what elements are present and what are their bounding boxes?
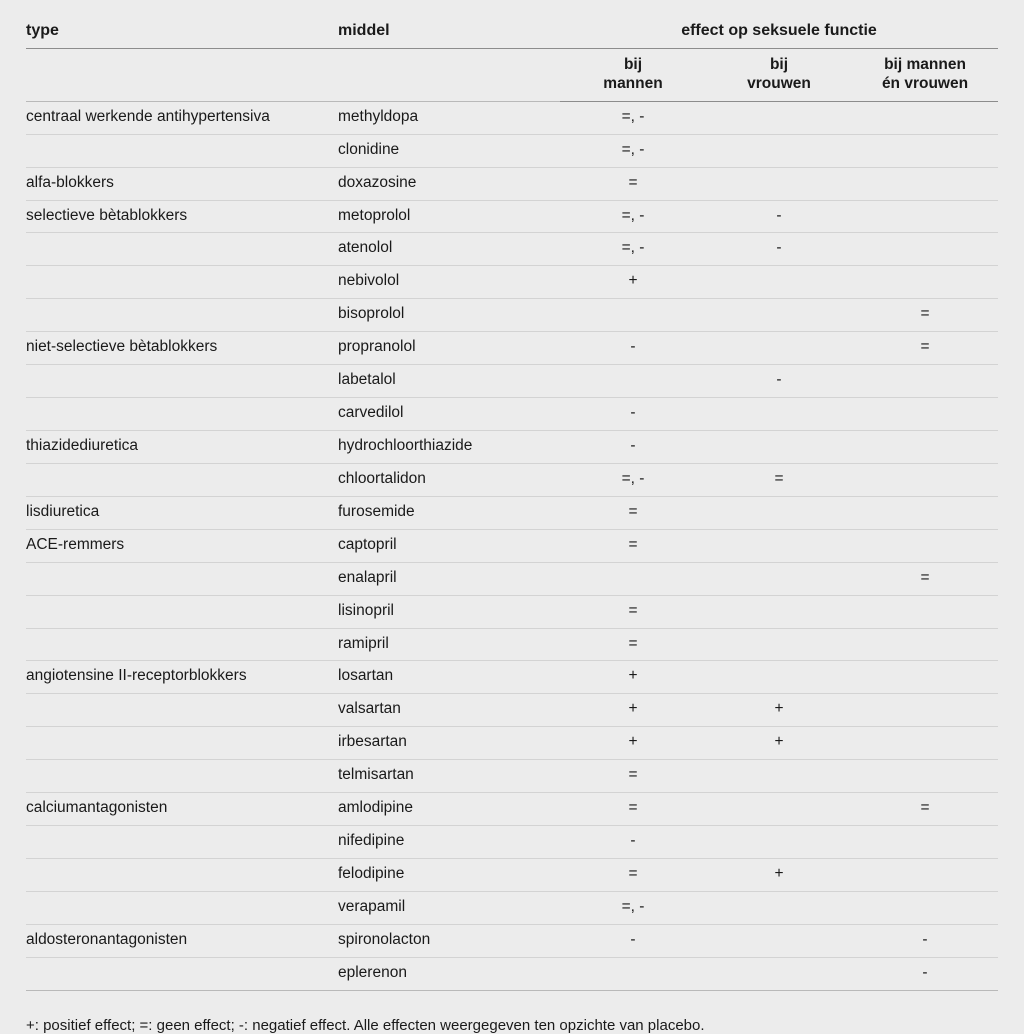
table-row xyxy=(26,924,998,957)
cell-type xyxy=(26,365,338,398)
cell-bij-mannen: =, - xyxy=(560,101,706,134)
cell-middel: atenolol xyxy=(338,233,560,266)
cell-bij-mannen-en-vrouwen xyxy=(852,628,998,661)
table-row xyxy=(26,233,998,266)
cell-type xyxy=(26,694,338,727)
cell-type: ACE-remmers xyxy=(26,529,338,562)
cell-type xyxy=(26,299,338,332)
cell-middel: verapamil xyxy=(338,891,560,924)
cell-bij-mannen: =, - xyxy=(560,463,706,496)
cell-bij-vrouwen xyxy=(706,957,852,990)
cell-bij-mannen-en-vrouwen xyxy=(852,463,998,496)
cell-bij-vrouwen: + xyxy=(706,727,852,760)
cell-middel: furosemide xyxy=(338,496,560,529)
cell-middel: captopril xyxy=(338,529,560,562)
cell-middel: propranolol xyxy=(338,332,560,365)
cell-type xyxy=(26,858,338,891)
cell-bij-mannen-en-vrouwen xyxy=(852,266,998,299)
cell-type xyxy=(26,760,338,793)
cell-middel: lisinopril xyxy=(338,595,560,628)
cell-bij-mannen-en-vrouwen xyxy=(852,727,998,760)
cell-bij-mannen: + xyxy=(560,266,706,299)
cell-bij-vrouwen xyxy=(706,266,852,299)
cell-type xyxy=(26,826,338,859)
cell-bij-mannen: = xyxy=(560,628,706,661)
column-subheader-blank-type xyxy=(26,49,338,102)
cell-type: thiazidediuretica xyxy=(26,430,338,463)
cell-middel: hydrochloorthiazide xyxy=(338,430,560,463)
header-line-2: vrouwen xyxy=(747,75,811,93)
cell-bij-mannen: = xyxy=(560,760,706,793)
cell-bij-vrouwen: - xyxy=(706,200,852,233)
cell-middel: carvedilol xyxy=(338,398,560,431)
table-row xyxy=(26,694,998,727)
cell-bij-vrouwen xyxy=(706,101,852,134)
cell-middel: irbesartan xyxy=(338,727,560,760)
cell-bij-mannen-en-vrouwen: = xyxy=(852,562,998,595)
cell-bij-mannen: = xyxy=(560,496,706,529)
cell-bij-vrouwen xyxy=(706,628,852,661)
cell-type: selectieve bètablokkers xyxy=(26,200,338,233)
table-header-row-top xyxy=(26,22,998,49)
header-line-1: bij xyxy=(769,56,789,73)
table-body xyxy=(26,101,998,990)
cell-bij-mannen-en-vrouwen xyxy=(852,398,998,431)
column-header-effect-group: effect op seksuele functie xyxy=(560,22,998,49)
cell-bij-mannen: =, - xyxy=(560,134,706,167)
cell-type xyxy=(26,398,338,431)
cell-type xyxy=(26,134,338,167)
cell-bij-mannen-en-vrouwen xyxy=(852,858,998,891)
cell-bij-mannen: - xyxy=(560,430,706,463)
cell-type xyxy=(26,595,338,628)
cell-type xyxy=(26,891,338,924)
cell-bij-mannen: - xyxy=(560,398,706,431)
cell-middel: nifedipine xyxy=(338,826,560,859)
cell-bij-mannen: = xyxy=(560,793,706,826)
cell-middel: clonidine xyxy=(338,134,560,167)
cell-type: lisdiuretica xyxy=(26,496,338,529)
cell-bij-mannen: =, - xyxy=(560,233,706,266)
table-row xyxy=(26,398,998,431)
cell-bij-vrouwen xyxy=(706,496,852,529)
cell-bij-mannen xyxy=(560,365,706,398)
table-row xyxy=(26,562,998,595)
cell-middel: nebivolol xyxy=(338,266,560,299)
table-row xyxy=(26,529,998,562)
cell-middel: felodipine xyxy=(338,858,560,891)
column-header-bij-vrouwen xyxy=(706,49,852,102)
cell-middel: ramipril xyxy=(338,628,560,661)
cell-bij-mannen-en-vrouwen xyxy=(852,430,998,463)
cell-bij-mannen-en-vrouwen xyxy=(852,760,998,793)
cell-middel: spironolacton xyxy=(338,924,560,957)
cell-middel: doxazosine xyxy=(338,167,560,200)
cell-bij-mannen-en-vrouwen xyxy=(852,694,998,727)
cell-type xyxy=(26,233,338,266)
table-head xyxy=(26,22,998,101)
table-row xyxy=(26,167,998,200)
cell-bij-mannen: - xyxy=(560,826,706,859)
table-footnote: +: positief effect; =: geen effect; -: negatief effect. Alle effecten weergegeven ten opzichte van placebo. xyxy=(26,1016,705,1034)
column-header-bij-mannen-en-vrouwen xyxy=(852,49,998,102)
cell-type: centraal werkende antihypertensiva xyxy=(26,101,338,134)
cell-bij-mannen-en-vrouwen xyxy=(852,365,998,398)
cell-bij-vrouwen xyxy=(706,595,852,628)
cell-bij-mannen: + xyxy=(560,694,706,727)
cell-bij-mannen: = xyxy=(560,595,706,628)
cell-middel: enalapril xyxy=(338,562,560,595)
cell-bij-mannen: =, - xyxy=(560,200,706,233)
cell-bij-mannen-en-vrouwen: = xyxy=(852,299,998,332)
cell-bij-mannen: - xyxy=(560,332,706,365)
cell-middel: telmisartan xyxy=(338,760,560,793)
cell-middel: amlodipine xyxy=(338,793,560,826)
cell-bij-vrouwen xyxy=(706,661,852,694)
cell-bij-vrouwen xyxy=(706,891,852,924)
column-header-middel: middel xyxy=(338,22,560,49)
cell-bij-mannen-en-vrouwen xyxy=(852,891,998,924)
cell-bij-mannen-en-vrouwen xyxy=(852,529,998,562)
table-row xyxy=(26,365,998,398)
table-row xyxy=(26,793,998,826)
cell-bij-vrouwen xyxy=(706,529,852,562)
cell-bij-mannen: = xyxy=(560,529,706,562)
cell-bij-mannen-en-vrouwen: - xyxy=(852,957,998,990)
table-row xyxy=(26,891,998,924)
table-row xyxy=(26,134,998,167)
header-line-2: mannen xyxy=(603,75,663,93)
cell-bij-mannen-en-vrouwen xyxy=(852,826,998,859)
cell-bij-vrouwen xyxy=(706,332,852,365)
cell-bij-mannen: - xyxy=(560,924,706,957)
cell-bij-mannen-en-vrouwen xyxy=(852,134,998,167)
header-line-2: én vrouwen xyxy=(881,75,969,93)
table-row xyxy=(26,101,998,134)
cell-bij-vrouwen: + xyxy=(706,694,852,727)
cell-bij-vrouwen xyxy=(706,924,852,957)
cell-bij-mannen-en-vrouwen xyxy=(852,496,998,529)
cell-bij-vrouwen: - xyxy=(706,233,852,266)
cell-middel: chloortalidon xyxy=(338,463,560,496)
cell-bij-mannen-en-vrouwen xyxy=(852,661,998,694)
cell-bij-mannen: =, - xyxy=(560,891,706,924)
column-subheader-blank-middel xyxy=(338,49,560,102)
table-row xyxy=(26,727,998,760)
table-row xyxy=(26,496,998,529)
cell-bij-vrouwen xyxy=(706,760,852,793)
cell-bij-vrouwen: = xyxy=(706,463,852,496)
effects-table xyxy=(26,22,998,991)
cell-type: aldosteronantagonisten xyxy=(26,924,338,957)
cell-bij-vrouwen: - xyxy=(706,365,852,398)
cell-bij-mannen-en-vrouwen xyxy=(852,233,998,266)
table-row xyxy=(26,430,998,463)
cell-bij-vrouwen xyxy=(706,398,852,431)
cell-type xyxy=(26,628,338,661)
cell-bij-mannen-en-vrouwen xyxy=(852,595,998,628)
table-row xyxy=(26,332,998,365)
cell-type xyxy=(26,463,338,496)
table-row xyxy=(26,826,998,859)
cell-bij-mannen-en-vrouwen: = xyxy=(852,332,998,365)
column-header-bij-mannen xyxy=(560,49,706,102)
table-row xyxy=(26,463,998,496)
table-row xyxy=(26,595,998,628)
cell-bij-vrouwen xyxy=(706,793,852,826)
cell-bij-vrouwen xyxy=(706,826,852,859)
table-row xyxy=(26,661,998,694)
cell-type xyxy=(26,562,338,595)
cell-middel: losartan xyxy=(338,661,560,694)
cell-bij-mannen xyxy=(560,957,706,990)
cell-type: angiotensine II-receptorblokkers xyxy=(26,661,338,694)
cell-bij-vrouwen: + xyxy=(706,858,852,891)
table-row xyxy=(26,200,998,233)
cell-bij-mannen-en-vrouwen xyxy=(852,167,998,200)
cell-middel: bisoprolol xyxy=(338,299,560,332)
table-row xyxy=(26,628,998,661)
cell-middel: labetalol xyxy=(338,365,560,398)
cell-bij-mannen-en-vrouwen xyxy=(852,101,998,134)
table-row xyxy=(26,858,998,891)
cell-type: niet-selectieve bètablokkers xyxy=(26,332,338,365)
table-row xyxy=(26,760,998,793)
cell-bij-mannen: = xyxy=(560,167,706,200)
header-line-1: bij xyxy=(623,56,643,73)
header-line-1: bij mannen xyxy=(884,56,966,73)
table-header-row-sub xyxy=(26,49,998,102)
cell-type: alfa-blokkers xyxy=(26,167,338,200)
cell-bij-mannen: + xyxy=(560,727,706,760)
cell-bij-mannen: = xyxy=(560,858,706,891)
column-header-type: type xyxy=(26,22,338,49)
cell-bij-vrouwen xyxy=(706,134,852,167)
cell-type xyxy=(26,266,338,299)
cell-bij-mannen-en-vrouwen xyxy=(852,200,998,233)
cell-bij-vrouwen xyxy=(706,562,852,595)
cell-bij-mannen: + xyxy=(560,661,706,694)
cell-bij-vrouwen xyxy=(706,430,852,463)
cell-bij-mannen-en-vrouwen: - xyxy=(852,924,998,957)
table-row xyxy=(26,957,998,990)
cell-middel: valsartan xyxy=(338,694,560,727)
table-row xyxy=(26,266,998,299)
cell-bij-mannen-en-vrouwen: = xyxy=(852,793,998,826)
table-row xyxy=(26,299,998,332)
cell-bij-mannen xyxy=(560,562,706,595)
cell-type xyxy=(26,957,338,990)
cell-bij-mannen xyxy=(560,299,706,332)
cell-type: calciumantagonisten xyxy=(26,793,338,826)
cell-middel: metoprolol xyxy=(338,200,560,233)
cell-bij-vrouwen xyxy=(706,299,852,332)
cell-middel: eplerenon xyxy=(338,957,560,990)
cell-middel: methyldopa xyxy=(338,101,560,134)
cell-type xyxy=(26,727,338,760)
cell-bij-vrouwen xyxy=(706,167,852,200)
